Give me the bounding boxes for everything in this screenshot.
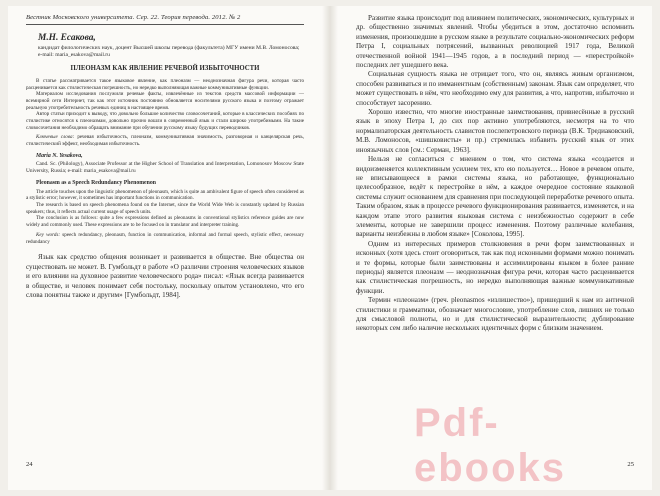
author-name-en: Maria N. Yesakova, [36, 152, 83, 159]
abstract-en-paragraph: The research is based on speech phenomena found on the Internet, since the World Wide Web is constantly updated by Russian speakers; thus, it reflects actual current usage of speech units. [26, 202, 304, 215]
body-paragraph: Язык как средство общения возникает и развивается в обществе. Вне общества он существовать не может. В. Гумбольдт в работе «О различии строения человеческих языков и его влиянии на духовное развитие человеческого рода» писал: «Язык всегда развивается в обществе, и человек понимает себя постольку, поскольку опытом установлено, что его слова понятны также и другим» [Гумбольдт, 1984]. [26, 253, 304, 299]
keywords-ru-text: речевая избыточность, плеоназм, коммуникативная значимость, разговорная и канцелярская речь, стилистический эффект, необходимая избыточность. [26, 134, 304, 148]
body-paragraph: Одним из интересных примеров столкновения в речи форм заимствованных и исконных (хотя здесь стоит оговориться, так как под исконными формами можно понимать и те формы, которые были заимствованы и ассимилированы языком в более ранние периоды) является плеоназм — неоднозначная фигура речи, которая часто расценивается как стилистическая погрешность, но нередко выполняющая важные коммуникативные функции. [356, 239, 634, 295]
page-number: 25 [627, 461, 634, 468]
header-rule [26, 24, 304, 25]
abstract-ru-paragraph: Автор статьи приходит к выводу, что довольно большое количество словосочетаний, которые в классических пособиях по стилистике относятся к плеоназмам, довольно прочно вошли в современный язык и стали широко употребимыми. На такие словосочетания необходимо обращать внимание при обучении русскому языку будущих переводчиков. [26, 111, 304, 131]
keywords-en-text: speech redundancy, pleonasm, function in communication, informal and formal speech, stylistic effect, necessary redundancy [26, 231, 304, 245]
keywords-en-label: Key words: [36, 231, 61, 238]
keywords-en [26, 232, 304, 245]
body-paragraph: Нельзя не согласиться с мнением о том, что система языка «создается и видоизменяется коллективным усилием тех, кто ею пользуется… Новое в речевом опыте, не вписывающееся в рамки системы языка, но работающее, функционально целесообразное, ведёт к перестройке в нём, а каждое очередное состояние языковой системы служит основанием для сравнения при последующей переработке речевого опыта. Таким образом, язык в процессе речевого функционирования развивается, изменяется, и на каждом этапе этого развития языковая система с неизбежностью содержит в себе элементы, которые не завершили процесс изменения. Поэтому различные колебания, варианты неизбежны в любом языке» [Соколова, 1995]. [356, 155, 634, 239]
watermark-logo: Pdf-ebooks [414, 401, 567, 490]
body-paragraph: Социальная сущность языка не отрицает того, что он, являясь живым организмом, способен развиваться и по имманентным (собственным) законам. Язык сам определяет, что может существовать в нём, что необходимо ему для развития, а что, напротив, избыточно и способствует засорению. [356, 70, 634, 107]
running-head: Вестник Московского университета. Сер. 22. Теория перевода. 2012. № 2 [26, 14, 241, 21]
author-affiliation-en: Cand. Sc. (Philology), Associate Professor at the Higher School of Translation and Interpretation, Lomonosov Moscow State University, Russia; e-mail: maria_esakova@mail.ru [26, 160, 304, 174]
author-affiliation-ru: кандидат филологических наук, доцент Высшей школы перевода (факультета) МГУ имени М.В. Ломоносова; e-mail: maria_esakova@mail.ru [38, 45, 300, 59]
article-title-ru: ПЛЕОНАЗМ КАК ЯВЛЕНИЕ РЕЧЕВОЙ ИЗБЫТОЧНОСТИ [70, 64, 260, 72]
page-number: 24 [26, 461, 33, 468]
book-gutter [322, 6, 338, 490]
body-paragraph: Развитие языка происходит под влиянием политических, экономических, культурных и др. общественно значимых явлений. Чтобы убедиться в этом, достаточно вспомнить изменения, произошедшие в русском языке в результате социально-экономических реформ Петра I, социальных потрясений, вызванных революцией 1917 года, Великой отечественной войной 1941—1945 годов, а в последний период — «перестройкой» последних лет ушедшего века. [356, 14, 634, 70]
abstract-ru-paragraph: Материалом исследования послужили речевые факты, извлечённые из текстов средств массовой информации — всемирной сети Интернет, так как этот источник постоянно обновляется носителями русского языка и поэтому отражает реальную употребительность речевых единиц в настоящее время. [26, 91, 304, 111]
left-page [8, 6, 322, 490]
abstract-en-paragraph: The conclusion is as follows: quite a few expressions defined as pleonasms in conventional stylistics reference guides are now widely and commonly used. These expressions are to be focused on in translator and interpreter training. [26, 215, 304, 229]
abstract-en-paragraph: The article touches upon the linguistic phenomenon of pleonasm, which is quite an ambivalent figure of speech often considered as a stylistic error; however, it sometimes has important functions in communication. [26, 188, 304, 202]
body-paragraph: Термин «плеоназм» (греч. pleonasmos «излишество»), пришедший к нам из античной стилистики и грамматики, обозначает многословие, употребление слов, лишних не только для смысловой полноты, но и для стилистической выразительности; дублирование некоторых сем либо наличие нескольких идентичных форм с близким значением. [356, 296, 634, 333]
author-name-ru: М.Н. Есакова, [38, 33, 96, 43]
abstract-ru-paragraph: В статье рассматривается такое языковое явление, как плеоназм — неоднозначная фигура речи, которая часто расценивается как стилистическая погрешность, но нередко выполняющая важные коммуникативные функции. [26, 77, 304, 91]
keywords-ru [26, 134, 304, 147]
body-paragraph: Хорошо известно, что многие иностранные заимствования, привнесённые в русский язык в эпоху Петра I, до сих пор активно употребляются, несмотря на то что нормализаторская деятельность славистов послепетровского периода (В.К. Тредиаковский, М.В. Ломоносов, «шишковисты» и пр.) стремилась избавить русский язык от этих иноязычных слов [см.: Серман, 1963]. [356, 108, 634, 154]
right-page [338, 6, 652, 490]
keywords-ru-label: Ключевые слова: [36, 134, 75, 141]
article-title-en: Pleonasm as a Speech Redundancy Phenomenon [36, 179, 156, 186]
